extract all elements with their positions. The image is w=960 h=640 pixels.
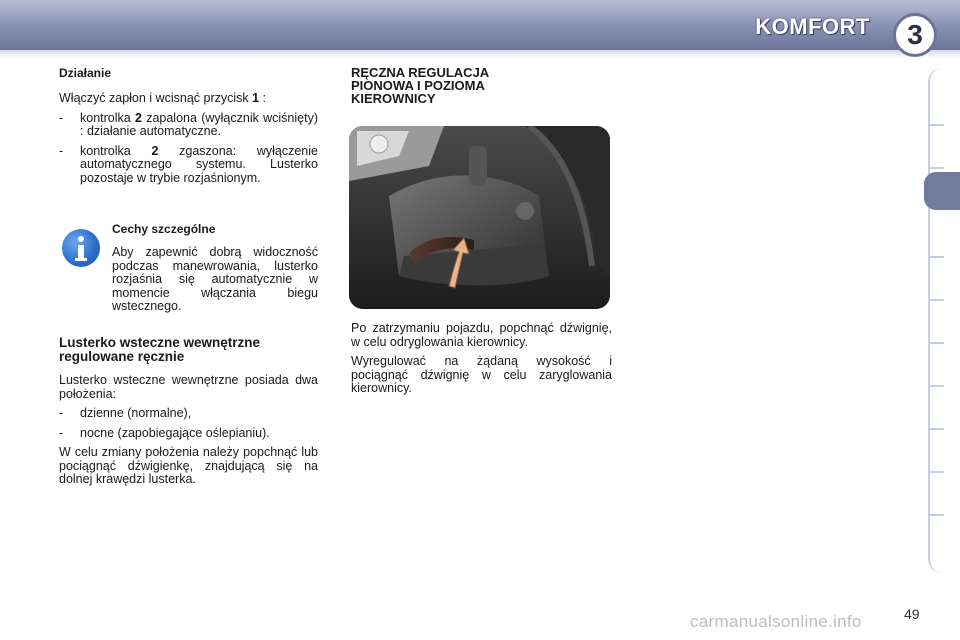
info-heading: Cechy szczególne	[112, 222, 216, 236]
tab-divider	[930, 385, 944, 387]
steering-section	[351, 66, 612, 105]
mirror-instruction: W celu zmiany położenia należy popchnąć lub pociągnąć dźwigienkę, znajdującą się na dolnej krawędzi lusterka.	[59, 445, 318, 486]
steering-heading: RĘCZNA REGULACJA PIONOWA I POZIOMA KIEROWNICY	[351, 65, 489, 106]
steering-lever-photo	[349, 126, 610, 309]
header-shadow	[0, 50, 960, 58]
tab-divider	[930, 167, 944, 169]
tab-divider	[930, 471, 944, 473]
steering-paragraph-2: Wyregulować na żądaną wysokość i pociągnąć dźwignię w celu zaryglowania kierownicy.	[351, 354, 612, 395]
steering-lever-illustration	[349, 126, 610, 309]
operation-section	[59, 66, 318, 191]
operation-heading: Działanie	[59, 66, 112, 80]
info-text: Aby zapewnić dobrą widoczność podczas manewrowania, lusterko rozjaśnia się automatycznie w momencie włączania biegu wstecznego.	[112, 245, 318, 313]
mirror-text: Lusterko wsteczne wewnętrzne posiada dwa położenia:	[59, 373, 318, 401]
info-box	[59, 222, 318, 314]
info-icon	[62, 229, 100, 267]
page-number: 49	[904, 606, 920, 622]
steering-paragraph-1: Po zatrzymaniu pojazdu, popchnąć dźwignię, w celu odryglowania kierownicy.	[351, 321, 612, 349]
tab-divider	[930, 514, 944, 516]
steering-instructions	[351, 322, 612, 402]
tab-divider	[930, 428, 944, 430]
mirror-section	[59, 336, 318, 493]
chapter-number-badge: 3	[893, 13, 937, 57]
tab-divider	[930, 342, 944, 344]
tab-divider	[930, 299, 944, 301]
chapter-tab-active[interactable]	[924, 172, 960, 210]
list-item: - kontrolka 2 zgaszona: wyłączenie automatycznego systemu. Lusterko pozostaje w trybie rozjaśnionym.	[59, 143, 318, 185]
list-item: - dzienne (normalne),	[59, 406, 192, 420]
tab-divider	[930, 124, 944, 126]
watermark: carmanualsonline.info	[690, 612, 862, 631]
chapter-title: KOMFORT	[755, 14, 870, 39]
operation-intro: Włączyć zapłon i wcisnąć przycisk 1 :	[59, 91, 267, 105]
tab-divider	[930, 256, 944, 258]
mirror-heading: Lusterko wsteczne wewnętrzne regulowane ręcznie	[59, 335, 261, 364]
list-item: - kontrolka 2 zapalona (wyłącznik wciśnięty) : działanie automatyczne.	[59, 110, 318, 138]
chapter-tab-rail	[928, 68, 960, 573]
list-item: - nocne (zapobiegające oślepianiu).	[59, 425, 270, 440]
